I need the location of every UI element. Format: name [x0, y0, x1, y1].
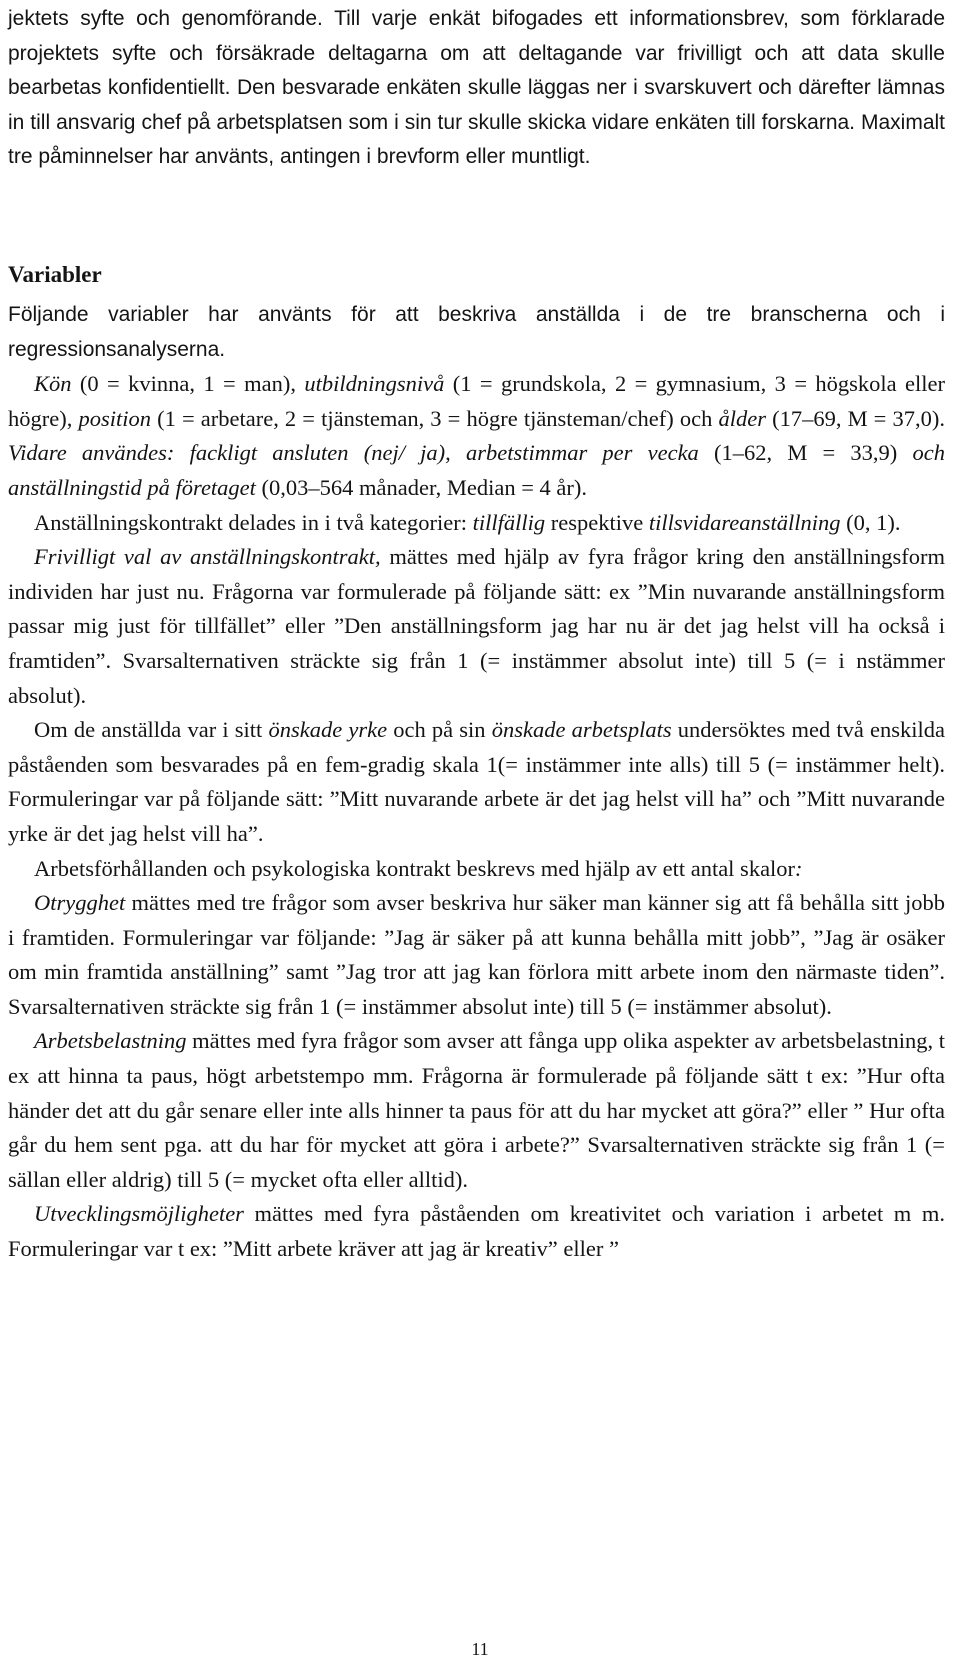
term-alder: ålder [718, 405, 766, 431]
kontrakt-text-3: (0, 1). [840, 509, 901, 535]
kontrakt-paragraph [8, 506, 945, 541]
term-fackligt-ansluten: Vidare användes: fackligt ansluten (nej/ ja), arbetstimmar per vecka [8, 440, 699, 466]
term-tillsvidareanstallning: tillsvidareanställning [648, 509, 841, 535]
arbetsforhallanden-text: Arbetsförhållanden och psykologiska kontrakt beskrevs med hjälp av ett antal skalor [34, 855, 796, 881]
kon-paragraph [8, 367, 945, 505]
otrygghet-paragraph [8, 886, 945, 1024]
term-anstallningstid: och anställningstid på företaget [8, 440, 945, 500]
variables-intro-text: Följande variabler har använts för att beskriva anställda i de tre branscherna och i regressionsanalyserna. [8, 303, 945, 361]
term-utvecklingsmojligheter: Utvecklingsmöjligheter [34, 1201, 244, 1227]
variables-body [8, 298, 945, 1267]
section-heading: Variabler [8, 262, 102, 287]
term-kon: Kön [34, 371, 72, 397]
term-arbetsbelastning: Arbetsbelastning [34, 1028, 187, 1054]
onskade-text-1: Om de anställda var i sitt [34, 717, 269, 743]
onskade-paragraph [8, 713, 945, 851]
onskade-text-3: undersöktes med två enskilda påståenden som besvarades på en fem-gradig skala 1(= instämmer inte alls) till 5 (= instämmer helt). Formuleringar var på följande sätt: ”Mitt nuvarande arbete är det jag helst vill ha” och ”Mitt nuvarande yrke är det jag helst vill ha”. [8, 717, 945, 846]
variables-intro-paragraph [8, 298, 945, 367]
kon-text-4: (17–69, M = 37,0). [765, 405, 945, 431]
arbetsforhallanden-paragraph [8, 852, 945, 887]
kontrakt-text-2: respektive [545, 509, 649, 535]
intro-paragraph [8, 2, 945, 175]
utveckling-paragraph [8, 1197, 945, 1266]
page-number: 11 [471, 1639, 489, 1659]
kon-text-5: (1–62, M = 33,9) [698, 440, 913, 466]
arbetsforhallanden-colon: : [795, 855, 803, 881]
arbetsbelastning-paragraph [8, 1024, 945, 1197]
kon-text-3: (1 = arbetare, 2 = tjänsteman, 3 = högre tjänsteman/chef) och [150, 405, 719, 431]
frivilligt-paragraph [8, 540, 945, 713]
kon-text-2: (1 = grundskola, 2 = gymnasium, 3 = högskola eller högre), [8, 371, 945, 431]
onskade-text-2: och på sin [387, 717, 492, 743]
term-utbildningsniva: utbildningsnivå [304, 371, 445, 397]
term-otrygghet: Otrygghet [34, 890, 126, 916]
term-frivilligt-val: Frivilligt val av anställningskontrakt, [34, 544, 381, 570]
intro-text-run: jektets syfte och genomförande. Till varje enkät bifogades ett informationsbrev, som förklarade projektets syfte och försäkrade deltagarna om att deltagande var frivilligt och att data skulle bearbetas konfidentiellt. Den besvarade enkäten skulle läggas ner i svarskuvert och därefter lämnas in till ansvarig chef på arbetsplatsen som i sin tur skulle skicka vidare enkäten till forskarna. Maximalt tre påminnelser har använts, antingen i brevform eller muntligt. [8, 7, 945, 169]
arbetsbelastning-text: mättes med fyra frågor som avser att fånga upp olika aspekter av arbetsbelastning, t ex att hinna ta paus, högt arbetstempo mm. Frågorna är formulerade på följande sätt t ex: ”Hur ofta händer det att du går senare eller inte alls hinner ta paus för att du har mycket att göra?” eller ” Hur ofta går du hem sent pga. att du har för mycket att göra i arbete?” Svarsalternativen sträckte sig från 1 (= sällan eller aldrig) till 5 (= mycket ofta eller alltid). [8, 1028, 945, 1192]
kon-text-6: (0,03–564 månader, Median = 4 år). [255, 474, 587, 500]
intro-text [8, 2, 945, 175]
kontrakt-text-1: Anställningskontrakt delades in i två kategorier: [34, 509, 473, 535]
term-onskade-arbetsplats: önskade arbetsplats [491, 717, 672, 743]
frivilligt-text: mättes med hjälp av fyra frågor kring den anställningsform individen har just nu. Frågorna var formulerade på följande sätt: ex ”Min nuvarande anställningsform passar mig just för tillfället” eller ”Den anställningsform jag har nu är det jag helst vill ha också i framtiden”. Svarsalternativen sträckte sig från 1 (= instämmer absolut inte) till 5 (= i nstämmer absolut). [8, 544, 945, 708]
term-tillfallig: tillfällig [472, 509, 546, 535]
term-onskade-yrke: önskade yrke [268, 717, 388, 743]
term-position: position [78, 405, 151, 431]
utveckling-text: mättes med fyra påståenden om kreativitet och variation i arbetet m m. Formuleringar var t ex: ”Mitt arbete kräver att jag är kreativ” eller ” [8, 1201, 945, 1262]
kon-text-1: (0 = kvinna, 1 = man), [71, 371, 305, 397]
otrygghet-text: mättes med tre frågor som avser beskriva hur säker man känner sig att få behålla sitt jobb i framtiden. Formuleringar var följande: ”Jag är säker på att kunna behålla mitt jobb”, ”Jag är osäker om min framtida anställning” samt ”Jag tror att jag kan förlora mitt arbete inom den närmaste tiden”. Svarsalternativen sträckte sig från 1 (= instämmer absolut inte) till 5 (= instämmer absolut). [8, 890, 945, 1019]
